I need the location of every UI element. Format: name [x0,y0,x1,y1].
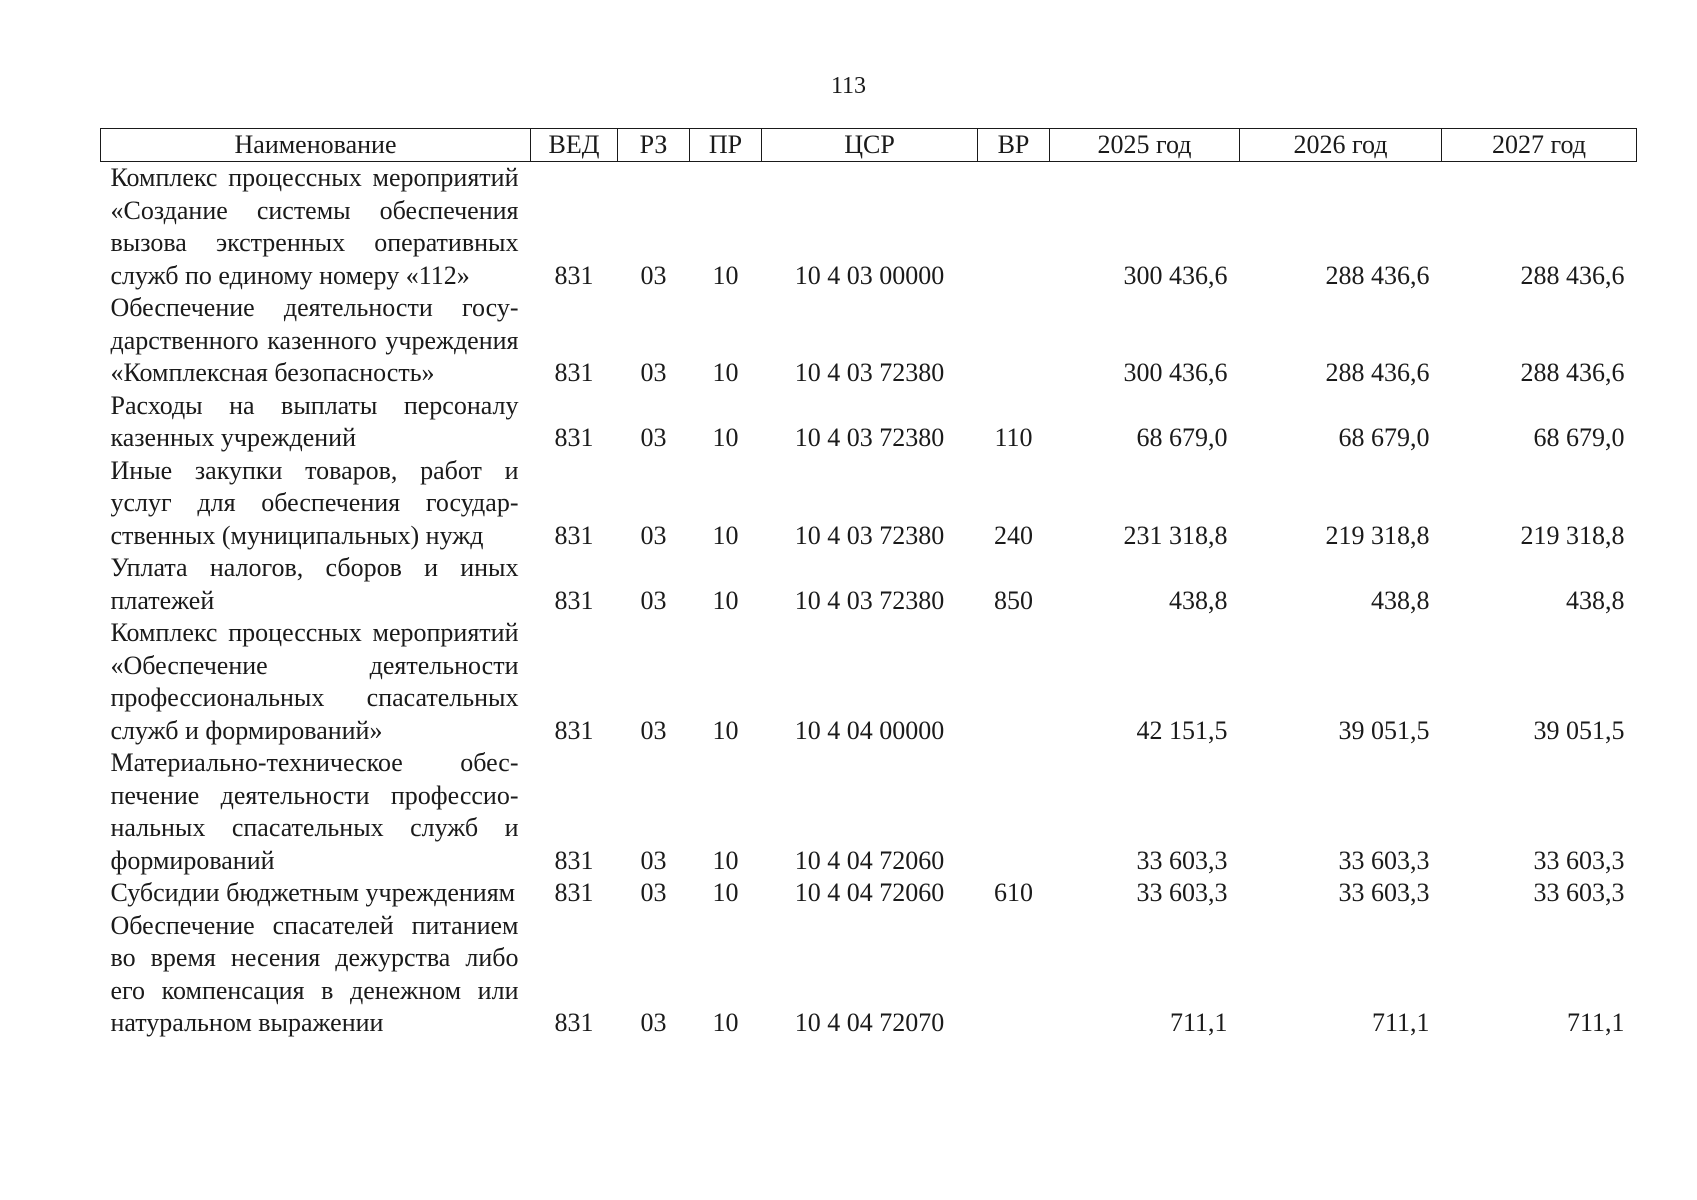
row-2026: 288 436,6 [1325,260,1430,290]
header-rz: РЗ [618,129,690,162]
row-rz: 03 [640,585,667,615]
row-pr: 10 [712,715,739,745]
row-ved: 831 [554,878,594,907]
row-2025: 711,1 [1169,1008,1228,1037]
row-2026: 39 051,5 [1338,715,1430,745]
table-row [101,292,1637,390]
row-rz: 03 [640,423,667,452]
row-rz: 03 [640,260,667,290]
row-2027: 33 603,3 [1533,878,1625,907]
header-name: Наименование [101,129,531,162]
row-vr: 240 [994,520,1033,550]
header-row [101,129,1637,162]
page-number: 113 [830,73,867,99]
row-vr [978,910,1050,1040]
row-2027: 438,8 [1566,585,1625,615]
table-header [101,129,1637,162]
row-2025: 33 603,3 [1136,845,1228,875]
row-csr: 10 4 03 72380 [794,358,945,387]
row-ved: 831 [554,358,594,387]
table-row [101,552,1637,617]
row-2027: 711,1 [1566,1008,1625,1037]
row-2025: 33 603,3 [1136,878,1228,907]
row-pr: 10 [712,260,739,290]
row-2026: 219 318,8 [1325,520,1430,550]
row-pr: 10 [712,845,739,875]
table-row [101,617,1637,747]
row-vr [978,162,1050,293]
row-pr: 10 [712,358,739,387]
row-2026: 33 603,3 [1338,845,1430,875]
row-pr: 10 [712,585,739,615]
header-ved: ВЕД [531,129,618,162]
header-csr: ЦСР [762,129,978,162]
row-2027: 33 603,3 [1533,845,1625,875]
row-2027: 68 679,0 [1533,423,1625,452]
row-vr: 850 [994,585,1033,615]
row-vr [978,747,1050,877]
row-pr: 10 [712,520,739,550]
row-csr: 10 4 03 72380 [794,585,945,615]
row-vr [978,292,1050,390]
table-row [101,910,1637,1040]
row-pr: 10 [712,1008,739,1037]
row-name: Материально-техническое обеспечение деятельности профессиональных спасательных служб и формирований [110,748,519,875]
row-ved: 831 [554,845,594,875]
table-row [101,747,1637,877]
row-2026: 68 679,0 [1338,423,1430,452]
row-name: Обеспечение деятельности государственного казенного учреждения «Комплексная безопасность» [110,293,519,387]
row-vr: 110 [994,423,1033,452]
row-csr: 10 4 04 72060 [794,845,945,875]
row-rz: 03 [640,845,667,875]
row-ved: 831 [554,520,594,550]
row-ved: 831 [554,423,594,452]
row-rz: 03 [640,358,667,387]
table-body [101,162,1637,1040]
row-2025: 438,8 [1169,585,1228,615]
row-ved: 831 [554,715,594,745]
header-2025: 2025 год [1050,129,1240,162]
row-2026: 438,8 [1371,585,1430,615]
row-csr: 10 4 04 72070 [794,1008,945,1037]
row-2027: 288 436,6 [1520,260,1625,290]
row-csr: 10 4 03 72380 [794,520,945,550]
row-rz: 03 [640,878,667,907]
row-pr: 10 [712,423,739,452]
row-name: Субсидии бюджетным учреждениям [110,878,516,907]
row-pr: 10 [712,878,739,907]
row-name: Уплата налогов, сборов и иных платежей [110,553,519,615]
row-2027: 288 436,6 [1520,358,1625,387]
row-2026: 33 603,3 [1338,878,1430,907]
row-name: Комплекс процессных мероприятий «Обеспечение деятельности профессиональных спасательных служб и формирований» [110,618,519,745]
row-csr: 10 4 03 72380 [794,423,945,452]
row-2025: 300 436,6 [1123,358,1228,387]
row-ved: 831 [554,1008,594,1037]
table-row [101,455,1637,553]
table-row [101,877,1637,910]
row-2026: 711,1 [1371,1008,1430,1037]
row-vr [978,617,1050,747]
row-csr: 10 4 04 00000 [794,715,945,745]
row-ved: 831 [554,585,594,615]
row-2025: 42 151,5 [1136,715,1228,745]
row-2027: 39 051,5 [1533,715,1625,745]
row-name: Иные закупки товаров, работ и услуг для обеспечения государственных (муниципальных) нужд [110,455,519,550]
row-csr: 10 4 03 00000 [794,260,945,290]
header-2027: 2027 год [1442,129,1637,162]
row-vr: 610 [994,878,1033,907]
budget-table [100,128,1637,1040]
row-2026: 288 436,6 [1325,358,1430,387]
table-row [101,162,1637,293]
row-2025: 231 318,8 [1123,520,1228,550]
row-rz: 03 [640,520,667,550]
table-row [101,390,1637,455]
row-name: Расходы на выплаты персоналу казенных учреждений [110,390,519,452]
row-ved: 831 [554,260,594,290]
row-2027: 219 318,8 [1520,520,1625,550]
header-2026: 2026 год [1240,129,1442,162]
row-rz: 03 [640,715,667,745]
row-name: Комплекс процессных мероприятий «Создание системы обеспечения вызова экстренных оперативных служб по единому номеру «112» [110,163,519,290]
row-csr: 10 4 04 72060 [794,878,945,907]
header-vr: ВР [978,129,1050,162]
row-name: Обеспечение спасателей питанием во время несения дежурства либо его компенсация в денежном или натуральном выражении [110,910,519,1037]
row-2025: 68 679,0 [1136,423,1228,452]
row-2025: 300 436,6 [1123,260,1228,290]
row-rz: 03 [640,1008,667,1037]
header-pr: ПР [690,129,762,162]
